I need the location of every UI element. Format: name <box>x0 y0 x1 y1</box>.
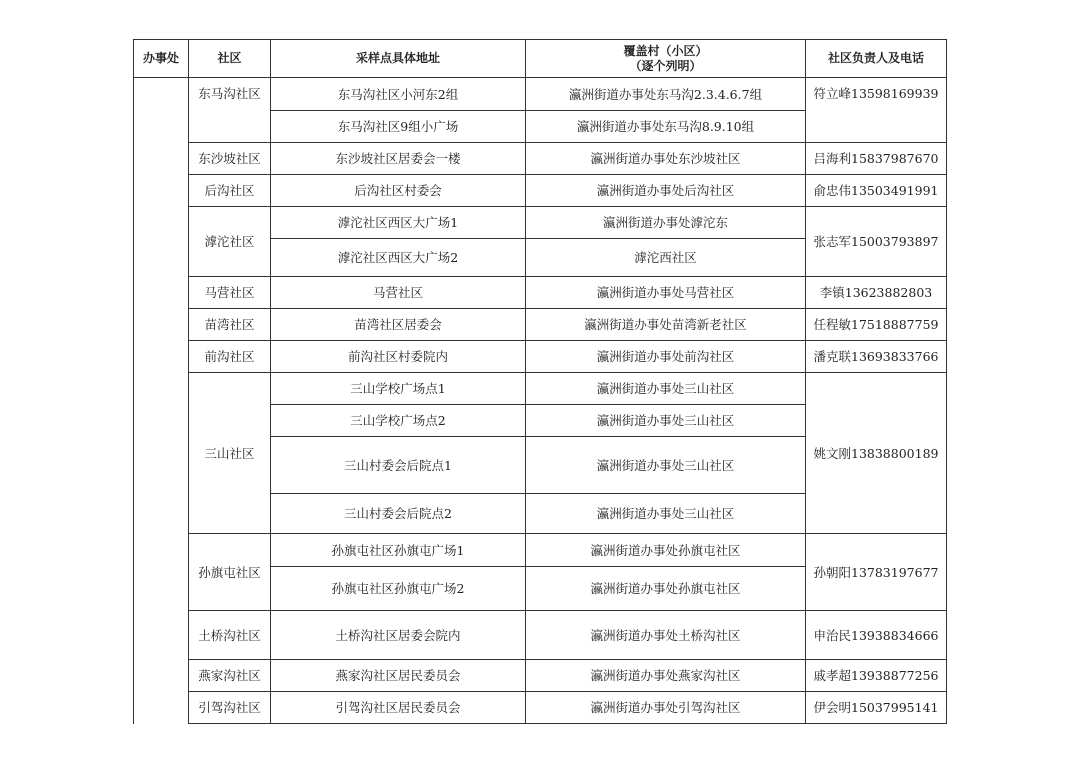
address-cell: 苗湾社区居委会 <box>271 309 526 341</box>
address-cell: 引驾沟社区居民委员会 <box>271 692 526 724</box>
table-row <box>134 341 947 373</box>
coverage-cell: 瀛洲街道办事处后沟社区 <box>526 175 806 207</box>
community-cell: 土桥沟社区 <box>189 611 271 660</box>
coverage-cell: 瀛洲街道办事处马营社区 <box>526 277 806 309</box>
address-cell: 三山学校广场点2 <box>271 405 526 437</box>
community-cell: 三山社区 <box>189 373 271 534</box>
table-row <box>134 277 947 309</box>
address-cell: 马营社区 <box>271 277 526 309</box>
table-row <box>134 207 947 239</box>
community-cell: 孙旗屯社区 <box>189 534 271 611</box>
address-cell: 滹沱社区西区大广场1 <box>271 207 526 239</box>
coverage-cell: 瀛洲街道办事处东马沟2.3.4.6.7组 <box>526 78 806 111</box>
table-row <box>134 692 947 724</box>
contact-cell: 姚文刚13838800189 <box>806 373 947 534</box>
coverage-cell: 瀛洲街道办事处三山社区 <box>526 494 806 534</box>
header-coverage-line2: （逐个列明） <box>629 58 702 73</box>
contact-cell: 潘克联13693833766 <box>806 341 947 373</box>
coverage-cell: 瀛洲街道办事处燕家沟社区 <box>526 660 806 692</box>
contact-cell: 任程敏17518887759 <box>806 309 947 341</box>
coverage-cell: 瀛洲街道办事处孙旗屯社区 <box>526 534 806 567</box>
address-cell: 燕家沟社区居民委员会 <box>271 660 526 692</box>
table-row <box>134 373 947 405</box>
contact-cell: 李镇13623882803 <box>806 277 947 309</box>
office-cell <box>134 78 189 724</box>
community-cell: 东马沟社区 <box>189 78 271 143</box>
address-cell: 东沙坡社区居委会一楼 <box>271 143 526 175</box>
address-cell: 后沟社区村委会 <box>271 175 526 207</box>
header-community: 社区 <box>189 40 271 78</box>
table-row <box>134 143 947 175</box>
address-cell: 孙旗屯社区孙旗屯广场2 <box>271 567 526 611</box>
header-coverage <box>526 40 806 78</box>
community-cell: 苗湾社区 <box>189 309 271 341</box>
community-cell: 燕家沟社区 <box>189 660 271 692</box>
header-address: 采样点具体地址 <box>271 40 526 78</box>
header-coverage-line1: 覆盖村（小区） <box>623 43 708 58</box>
header-contact: 社区负责人及电话 <box>806 40 947 78</box>
address-cell: 孙旗屯社区孙旗屯广场1 <box>271 534 526 567</box>
community-cell: 东沙坡社区 <box>189 143 271 175</box>
address-cell: 三山村委会后院点1 <box>271 437 526 494</box>
community-cell: 滹沱社区 <box>189 207 271 277</box>
coverage-cell: 瀛洲街道办事处孙旗屯社区 <box>526 567 806 611</box>
community-cell: 马营社区 <box>189 277 271 309</box>
header-row <box>134 40 947 78</box>
community-cell: 后沟社区 <box>189 175 271 207</box>
table-row <box>134 534 947 567</box>
address-cell: 前沟社区村委院内 <box>271 341 526 373</box>
coverage-cell: 瀛洲街道办事处土桥沟社区 <box>526 611 806 660</box>
sampling-sites-table <box>133 39 947 724</box>
address-cell: 三山村委会后院点2 <box>271 494 526 534</box>
coverage-cell: 瀛洲街道办事处三山社区 <box>526 373 806 405</box>
contact-cell: 俞忠伟13503491991 <box>806 175 947 207</box>
coverage-cell: 瀛洲街道办事处苗湾新老社区 <box>526 309 806 341</box>
coverage-cell: 滹沱西社区 <box>526 239 806 277</box>
contact-cell: 孙朝阳13783197677 <box>806 534 947 611</box>
address-cell: 三山学校广场点1 <box>271 373 526 405</box>
coverage-cell: 瀛洲街道办事处前沟社区 <box>526 341 806 373</box>
contact-cell: 吕海利15837987670 <box>806 143 947 175</box>
table-row <box>134 78 947 111</box>
coverage-cell: 瀛洲街道办事处滹沱东 <box>526 207 806 239</box>
coverage-cell: 瀛洲街道办事处东马沟8.9.10组 <box>526 111 806 143</box>
contact-cell: 张志军15003793897 <box>806 207 947 277</box>
table-row <box>134 660 947 692</box>
address-cell: 东马沟社区小河东2组 <box>271 78 526 111</box>
coverage-cell: 瀛洲街道办事处引驾沟社区 <box>526 692 806 724</box>
community-cell: 前沟社区 <box>189 341 271 373</box>
contact-cell: 申治民13938834666 <box>806 611 947 660</box>
contact-cell: 戚孝超13938877256 <box>806 660 947 692</box>
coverage-cell: 瀛洲街道办事处东沙坡社区 <box>526 143 806 175</box>
address-cell: 土桥沟社区居委会院内 <box>271 611 526 660</box>
table-row <box>134 175 947 207</box>
header-office: 办事处 <box>134 40 189 78</box>
community-cell: 引驾沟社区 <box>189 692 271 724</box>
coverage-cell: 瀛洲街道办事处三山社区 <box>526 437 806 494</box>
coverage-cell: 瀛洲街道办事处三山社区 <box>526 405 806 437</box>
address-cell: 滹沱社区西区大广场2 <box>271 239 526 277</box>
table-row <box>134 611 947 660</box>
address-cell: 东马沟社区9组小广场 <box>271 111 526 143</box>
contact-cell: 伊会明15037995141 <box>806 692 947 724</box>
table-row <box>134 309 947 341</box>
contact-cell: 符立峰13598169939 <box>806 78 947 143</box>
